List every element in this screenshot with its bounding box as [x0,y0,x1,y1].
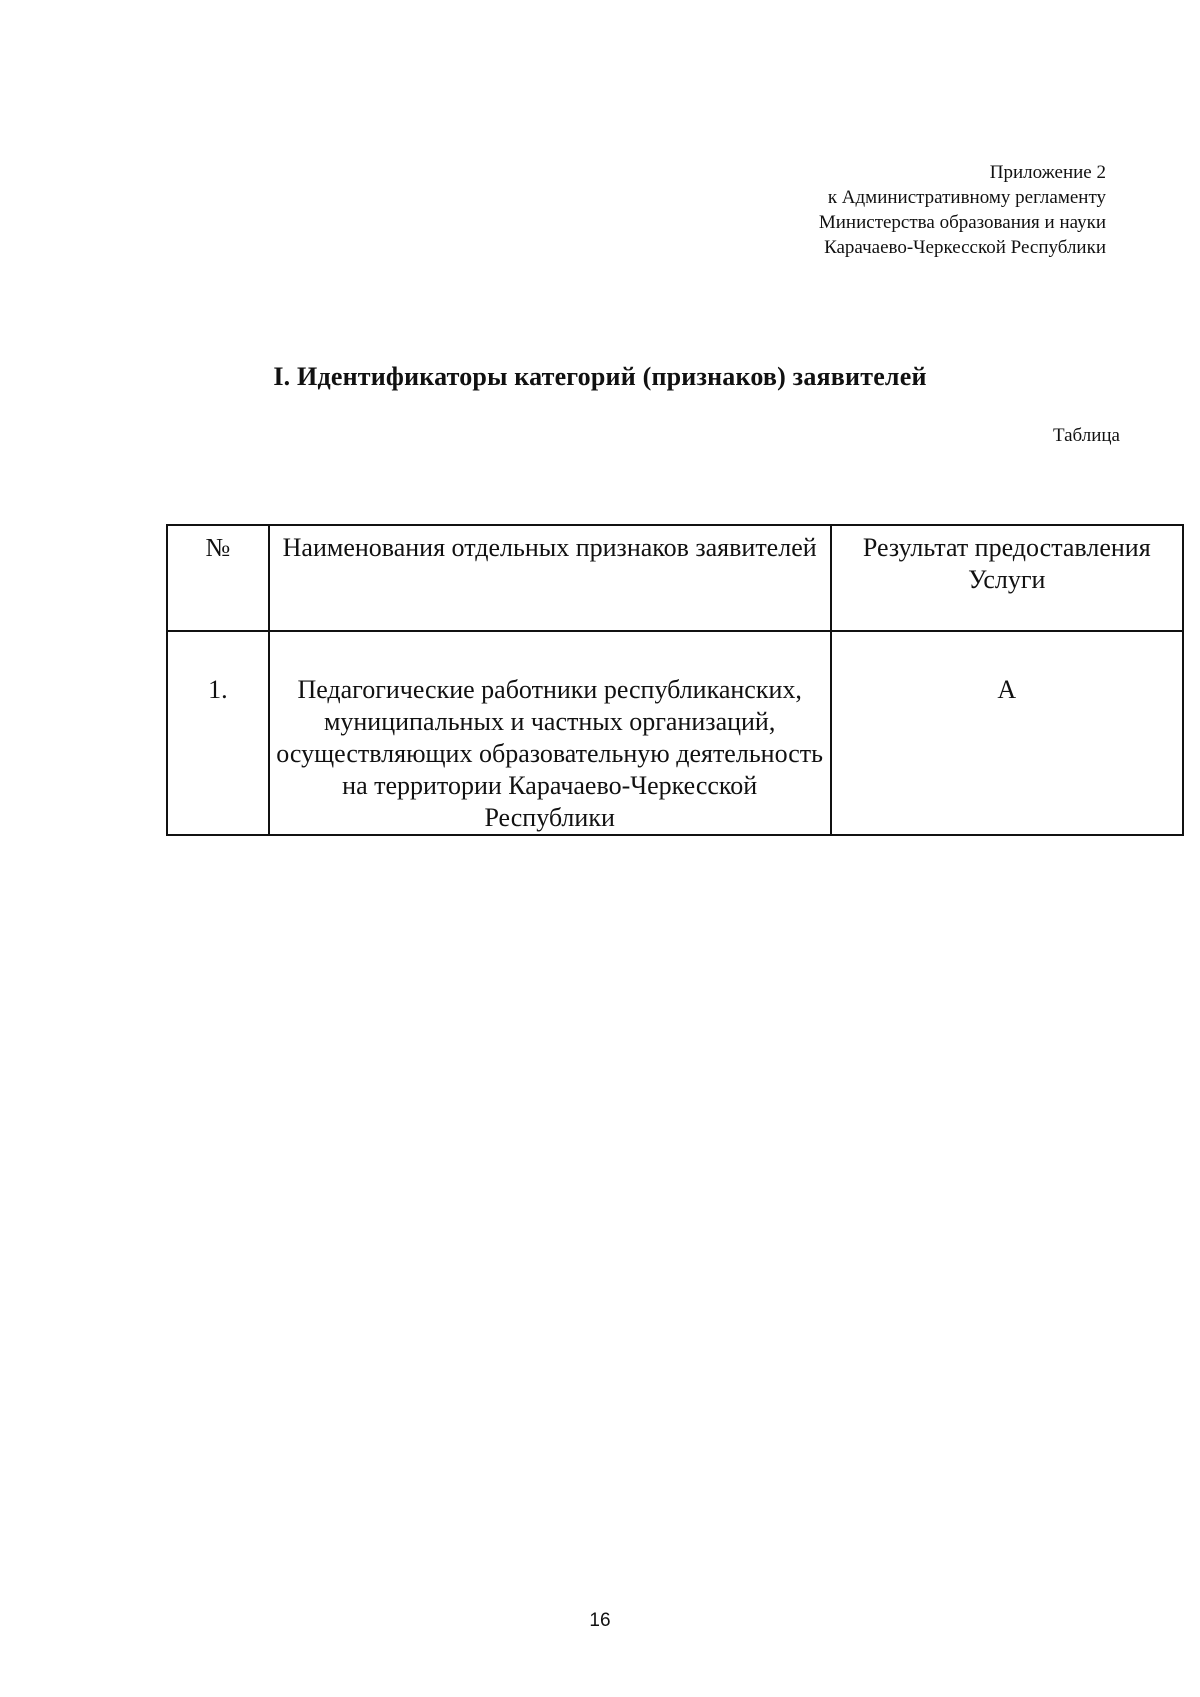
appendix-header [686,160,1106,260]
appendix-line: Министерства образования и науки [818,212,1106,233]
appendix-line: к Административному регламенту [827,187,1106,208]
table-label: Таблица [1052,425,1120,446]
cell-number: 1. [167,631,269,835]
header-service-result: Результат предоставления Услуги [831,525,1183,631]
appendix-line: Приложение 2 [989,162,1106,183]
table-row [167,631,1183,835]
appendix-line: Карачаево-Черкесской Республики [824,237,1106,258]
cell-applicant-feature: Педагогические работники республиканских, муниципальных и частных организаций, осуществляющих образовательную деятельность на территории Карачаево-Черкесской Республики [269,631,831,835]
table-header-row [167,525,1183,631]
header-number: № [167,525,269,631]
page-number: 16 [589,1610,611,1631]
cell-service-result: А [831,631,1183,835]
page-title: I. Идентификаторы категорий (признаков) заявителей [273,362,927,391]
applicant-identifiers-table [166,524,1184,836]
header-applicant-features: Наименования отдельных признаков заявителей [269,525,831,631]
